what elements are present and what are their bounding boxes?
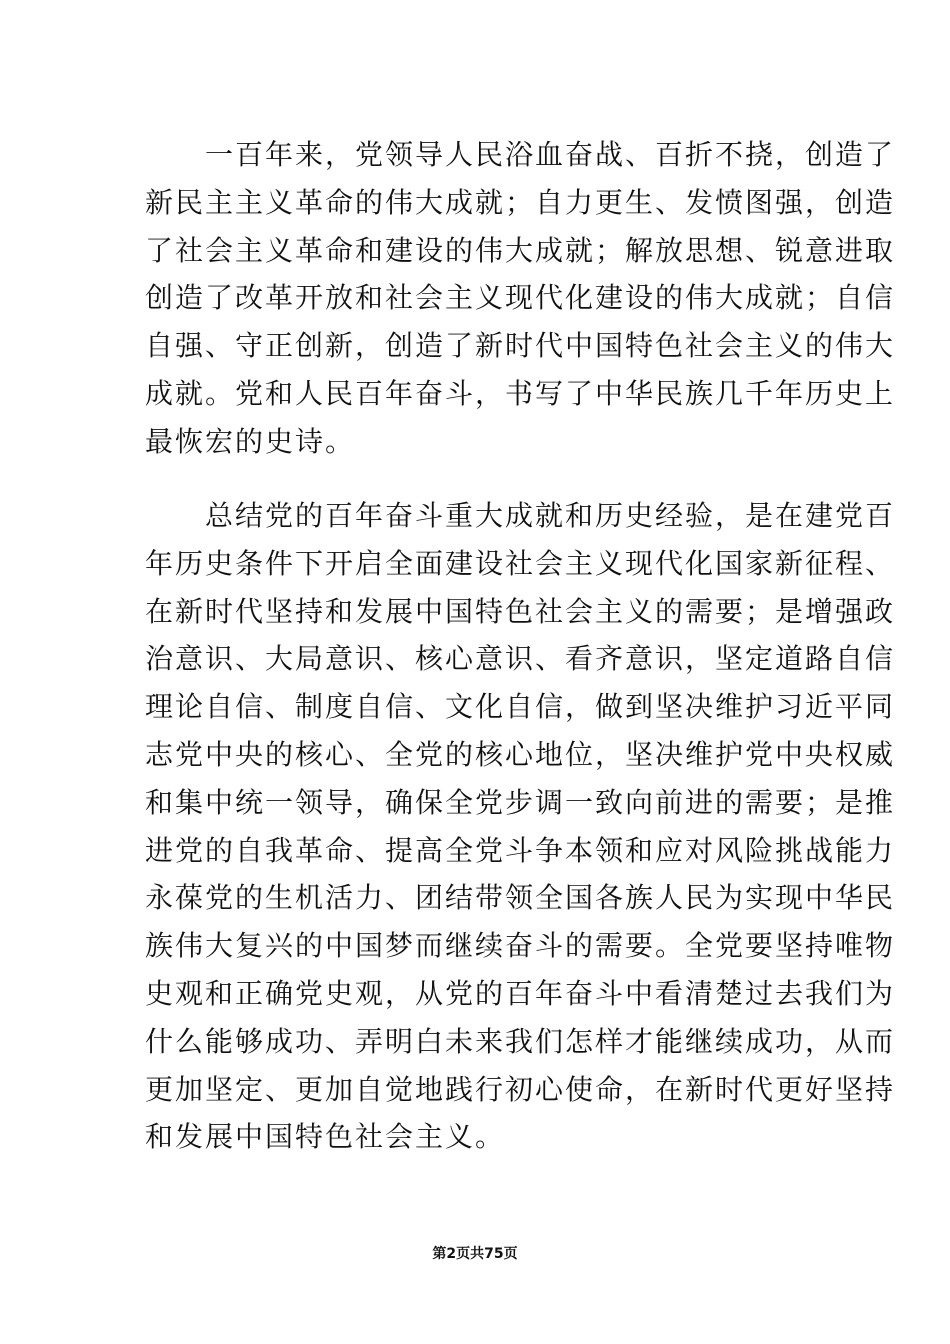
text-line: 理论自信、制度自信、文化自信，做到坚决维护习近平同 (145, 690, 896, 724)
text-line: 自强、守正创新，创造了新时代中国特色社会主义的伟大 (145, 329, 896, 363)
text-line: 更加坚定、更加自觉地践行初心使命，在新时代更好坚持 (145, 1072, 896, 1106)
text-line: 和发展中国特色社会主义。 (145, 1120, 506, 1154)
text-line: 永葆党的生机活力、团结带领全国各族人民为实现中华民 (145, 881, 896, 915)
text-line: 了社会主义革命和建设的伟大成就；解放思想、锐意进取 (145, 233, 896, 267)
text-line: 新民主主义革命的伟大成就；自力更生、发愤图强，创造 (145, 185, 896, 219)
text-line: 进党的自我革命、提高全党斗争本领和应对风险挑战能力 (145, 833, 896, 867)
text-line: 总结党的百年奋斗重大成就和历史经验，是在建党百 (205, 499, 896, 532)
text-line: 一百年来，党领导人民浴血奋战、百折不挠，创造了 (205, 138, 896, 171)
text-line: 和集中统一领导，确保全党步调一致向前进的需要；是推 (145, 785, 896, 819)
text-line: 年历史条件下开启全面建设社会主义现代化国家新征程、 (145, 546, 896, 580)
text-line: 创造了改革开放和社会主义现代化建设的伟大成就；自信 (145, 281, 896, 315)
page-number: 第2页共75页 (432, 1246, 518, 1262)
text-line: 治意识、大局意识、核心意识、看齐意识，坚定道路自信 (145, 642, 896, 676)
text-line: 史观和正确党史观，从党的百年奋斗中看清楚过去我们为 (145, 976, 896, 1010)
paragraph-1 (145, 131, 896, 466)
text-line: 成就。党和人民百年奋斗，书写了中华民族几千年历史上 (145, 376, 896, 410)
text-line: 什么能够成功、弄明白未来我们怎样才能继续成功，从而 (145, 1024, 896, 1058)
text-line: 最恢宏的史诗。 (145, 424, 356, 458)
text-line: 志党中央的核心、全党的核心地位，坚决维护党中央权威 (145, 737, 896, 771)
text-line: 在新时代坚持和发展中国特色社会主义的需要；是增强政 (145, 594, 896, 628)
paragraph-2 (145, 492, 896, 1161)
text-line: 族伟大复兴的中国梦而继续奋斗的需要。全党要坚持唯物 (145, 929, 896, 963)
